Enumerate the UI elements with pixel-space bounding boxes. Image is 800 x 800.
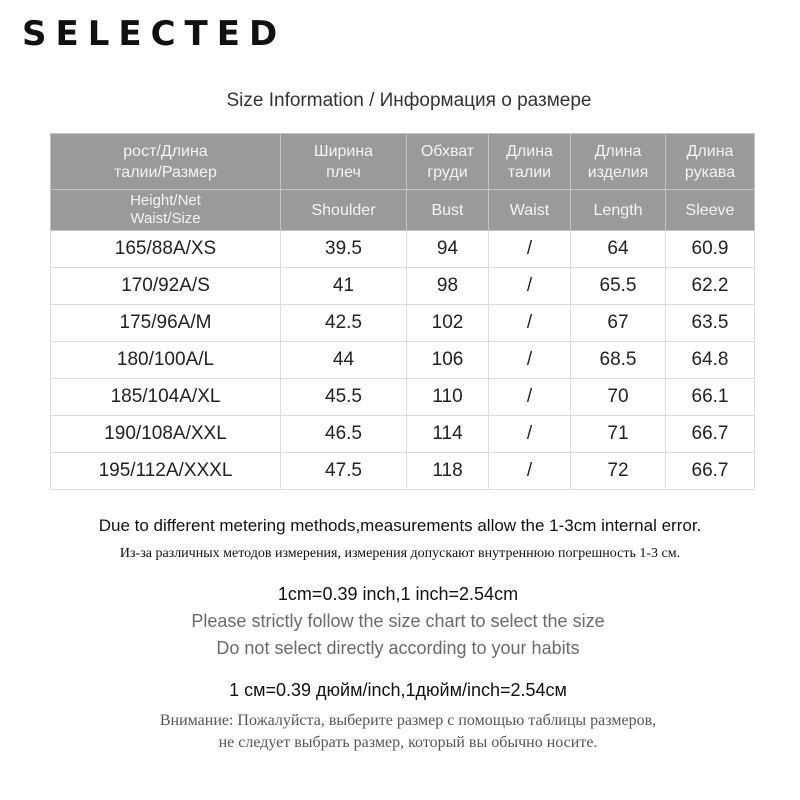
length-cell: 64 — [571, 231, 666, 268]
waist-cell: / — [489, 231, 571, 268]
size-cell: 175/96A/M — [51, 305, 281, 342]
size-chart-table — [50, 133, 755, 490]
bust-cell: 106 — [407, 342, 489, 379]
sleeve-cell: 60.9 — [666, 231, 755, 268]
length-cell: 65.5 — [571, 268, 666, 305]
length-cell: 67 — [571, 305, 666, 342]
table-row — [51, 453, 755, 490]
header-cell-en: Bust — [407, 190, 489, 231]
shoulder-cell: 39.5 — [281, 231, 407, 268]
shoulder-cell: 42.5 — [281, 305, 407, 342]
no-habits-note: Do not select directly according to your habits — [216, 638, 580, 658]
sleeve-cell: 66.7 — [666, 453, 755, 490]
table-row — [51, 305, 755, 342]
warning-ru-line-1: Внимание: Пожалуйста, выберите размер с помощью таблицы размеров, — [159, 712, 657, 729]
bust-cell: 102 — [407, 305, 489, 342]
bust-cell: 114 — [407, 416, 489, 453]
header-row-ru — [51, 134, 755, 190]
header-cell-en: Shoulder — [281, 190, 407, 231]
bust-cell: 98 — [407, 268, 489, 305]
header-cell-ru: Длина изделия — [571, 134, 666, 190]
waist-cell: / — [489, 379, 571, 416]
size-cell: 180/100A/L — [51, 342, 281, 379]
measurement-error-note-en: Due to different metering methods,measurements allow the 1-3cm internal error. — [98, 516, 702, 535]
size-cell: 170/92A/S — [51, 268, 281, 305]
waist-cell: / — [489, 305, 571, 342]
size-cell: 165/88A/XS — [51, 231, 281, 268]
sleeve-cell: 63.5 — [666, 305, 755, 342]
header-row-en — [51, 190, 755, 231]
waist-cell: / — [489, 342, 571, 379]
size-cell: 185/104A/XL — [51, 379, 281, 416]
shoulder-cell: 46.5 — [281, 416, 407, 453]
table-row — [51, 342, 755, 379]
header-cell-en: Height/Net Waist/Size — [51, 190, 281, 231]
table-row — [51, 268, 755, 305]
size-cell: 190/108A/XXL — [51, 416, 281, 453]
waist-cell: / — [489, 453, 571, 490]
bust-cell: 94 — [407, 231, 489, 268]
header-cell-ru: Обхват груди — [407, 134, 489, 190]
sleeve-cell: 66.1 — [666, 379, 755, 416]
measurement-error-note-ru: Из-за различных методов измерения, измерения допускают внутреннюю погрешность 1-3 см. — [119, 546, 681, 561]
shoulder-cell: 44 — [281, 342, 407, 379]
warning-ru-line-2: не следует выбрать размер, который вы обычно носите. — [218, 734, 598, 751]
follow-chart-note: Please strictly follow the size chart to select the size — [191, 611, 605, 631]
header-cell-ru: рост/Длина талии/Размер — [51, 134, 281, 190]
header-cell-en: Length — [571, 190, 666, 231]
length-cell: 71 — [571, 416, 666, 453]
shoulder-cell: 45.5 — [281, 379, 407, 416]
waist-cell: / — [489, 416, 571, 453]
table-row — [51, 231, 755, 268]
bust-cell: 118 — [407, 453, 489, 490]
sleeve-cell: 62.2 — [666, 268, 755, 305]
header-cell-ru: Длина рукава — [666, 134, 755, 190]
waist-cell: / — [489, 268, 571, 305]
bust-cell: 110 — [407, 379, 489, 416]
length-cell: 68.5 — [571, 342, 666, 379]
length-cell: 70 — [571, 379, 666, 416]
shoulder-cell: 47.5 — [281, 453, 407, 490]
header-cell-en: Sleeve — [666, 190, 755, 231]
header-cell-ru: Ширина плеч — [281, 134, 407, 190]
sleeve-cell: 66.7 — [666, 416, 755, 453]
brand-logo: SELECTED — [22, 14, 287, 54]
header-cell-en: Waist — [489, 190, 571, 231]
size-cell: 195/112A/XXXL — [51, 453, 281, 490]
table-row — [51, 379, 755, 416]
page-subtitle: Size Information / Информация о размере — [226, 90, 592, 111]
unit-conversion-ru: 1 см=0.39 дюйм/inch,1дюйм/inch=2.54см — [229, 680, 567, 700]
sleeve-cell: 64.8 — [666, 342, 755, 379]
header-cell-ru: Длина талии — [489, 134, 571, 190]
table-row — [51, 416, 755, 453]
unit-conversion-en: 1cm=0.39 inch,1 inch=2.54cm — [277, 584, 519, 604]
shoulder-cell: 41 — [281, 268, 407, 305]
length-cell: 72 — [571, 453, 666, 490]
